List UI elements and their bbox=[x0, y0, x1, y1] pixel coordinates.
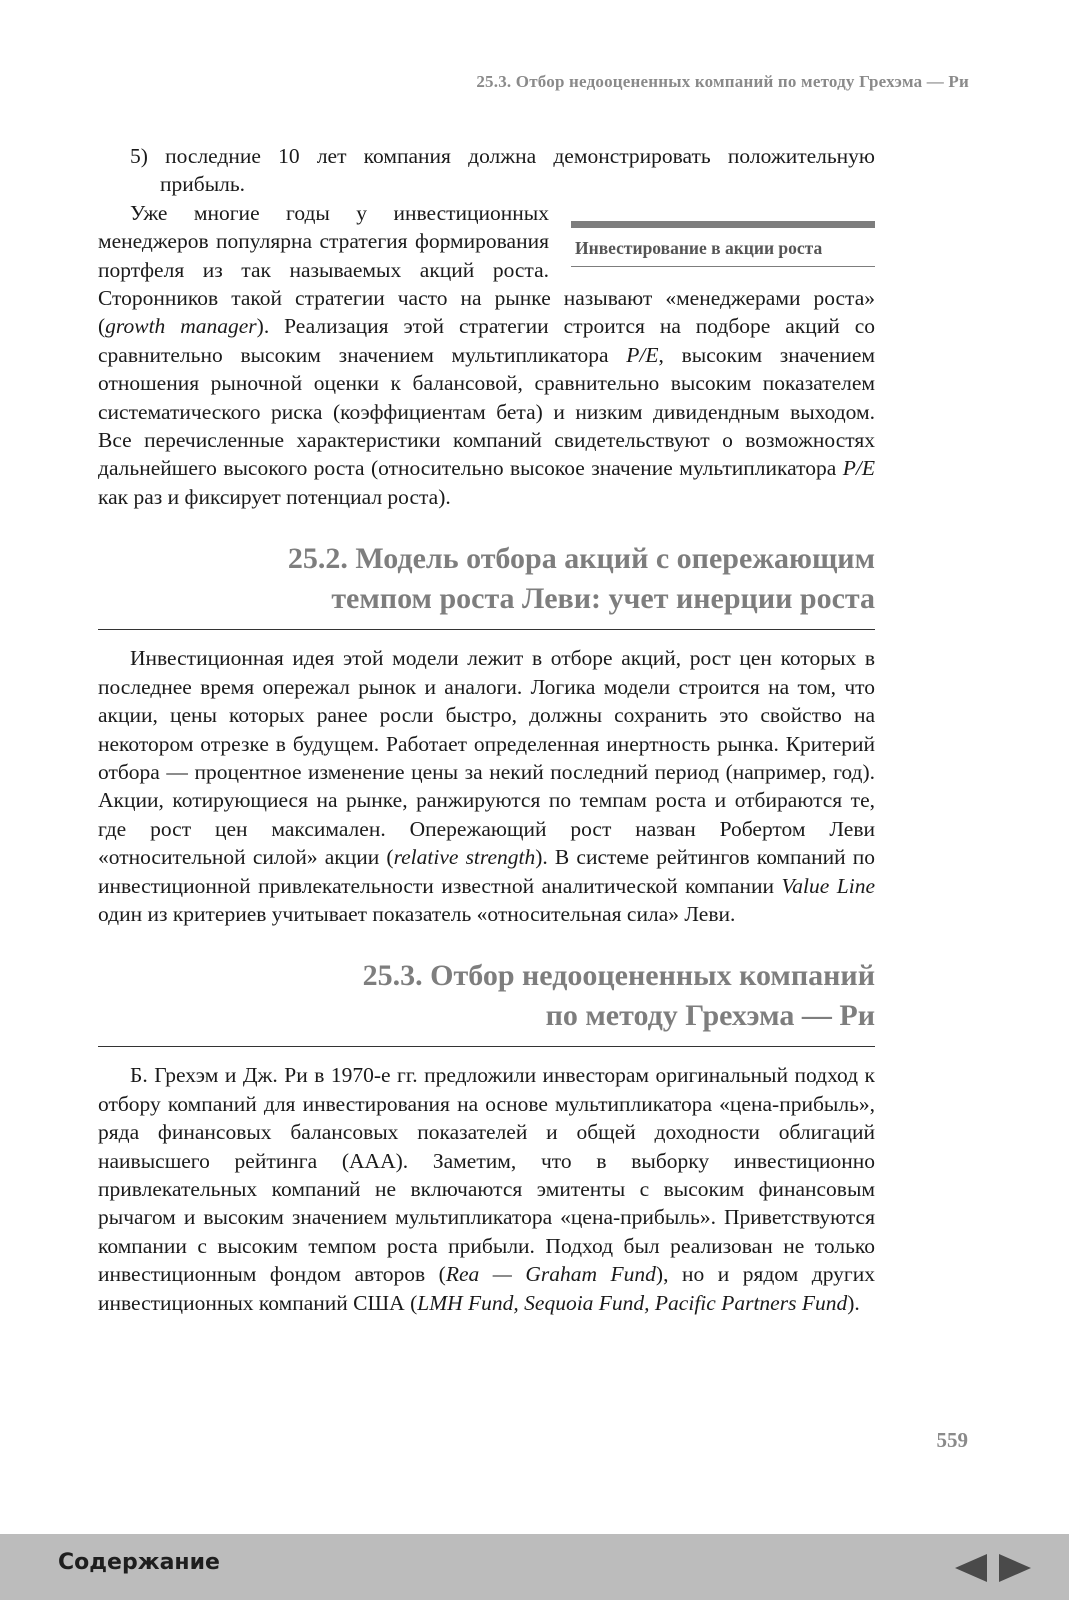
paragraph-graham-rea bbox=[98, 1061, 875, 1317]
text-span: ). bbox=[847, 1290, 860, 1315]
next-page-icon[interactable] bbox=[999, 1554, 1031, 1582]
previous-page-icon[interactable] bbox=[955, 1554, 987, 1582]
section-title-line: темпом роста Леви: учет инерции роста bbox=[331, 582, 875, 616]
page-content bbox=[98, 142, 875, 1317]
section-heading-25-2 bbox=[98, 539, 875, 630]
sidebar-note bbox=[571, 221, 875, 267]
section-title bbox=[98, 539, 875, 619]
term-us-funds: LMH Fund, Sequoia Fund, Pacific Partners Fund bbox=[417, 1290, 848, 1315]
term-pe: P/E bbox=[626, 342, 659, 367]
term-relative-strength: relative strength bbox=[393, 845, 536, 870]
section-title-line: 25.3. Отбор недооцененных компаний bbox=[362, 959, 875, 993]
text-span: как раз и фиксирует потенциал роста). bbox=[98, 484, 451, 509]
section-rule bbox=[98, 629, 875, 630]
sidebar-title: Инвестирование в акции роста bbox=[575, 237, 823, 258]
running-head: 25.3. Отбор недооцененных компаний по методу Грехэма — Ри bbox=[476, 72, 969, 91]
section-title-line: 25.2. Модель отбора акций с опережающим bbox=[287, 542, 875, 576]
text-span: Инвестиционная идея этой модели лежит в отборе акций, рост цен которых в последнее время опережал рынок и аналоги. Логика модели строится на том, что акции, цены которых ранее росли быстро, должны сохранить это свойство на некотором отрезке в будущем. Работает определенная инертность рынка. Критерий отбора — процентное изменение цены за некий последний период (например, год). Акции, котирующиеся на рынке, ранжируются по темпам роста и отбираются те, где рост цен максимален. Опережающий рост назван Робертом Леви «относительной силой» акции ( bbox=[98, 646, 875, 870]
text-span: ). Реализация этой стратегии строится на подборе акций со сравнительно высоким значением мультипликатора bbox=[98, 314, 875, 367]
section-title-line: по методу Грехэма — Ри bbox=[545, 999, 875, 1033]
term-rea-graham-fund: Rea — Graham Fund bbox=[445, 1262, 656, 1287]
section-title bbox=[98, 956, 875, 1036]
table-of-contents-button[interactable]: Содержание bbox=[58, 1550, 220, 1575]
section-rule bbox=[98, 1046, 875, 1047]
text-span: ). В системе рейтингов компаний по инвестиционной привлекательности известной аналитической компании bbox=[98, 845, 876, 898]
paragraph-levy-model bbox=[98, 644, 875, 928]
text-span: Б. Грехэм и Дж. Ри в 1970-е гг. предложили инвесторам оригинальный подход к отбору компаний для инвестирования на основе мультипликатора «цена-прибыль», ряда финансовых балансовых показателей и общей доходности облигаций наивысшего рейтинга (AAA). Заметим, что в выборку инвестиционно привлекательных компаний не включаются эмитенты с высоким финансовым рычагом и высоким значением мультипликатора «цена-прибыль». Приветствуются компании с высоким темпом роста прибыли. Подход был реализован не только инвестиционным фондом авторов ( bbox=[98, 1063, 875, 1287]
section-heading-25-3 bbox=[98, 956, 875, 1047]
page-number: 559 bbox=[936, 1428, 968, 1452]
term-value-line: Value Line bbox=[781, 873, 875, 898]
text-span: ), но и рядом других инвестиционных компаний США ( bbox=[98, 1262, 875, 1315]
text-span: один из критериев учитывает показатель «относительная сила» Леви. bbox=[98, 901, 736, 926]
list-item-5: 5) последние 10 лет компания должна демонстрировать положительную прибыль. bbox=[130, 144, 875, 197]
text-span: Уже многие годы у инвестиционных менеджеров популярна стратегия формирования портфеля из так называемых акций роста. Сторонников такой стратегии часто на рынке называют «менеджерами роста» ( bbox=[98, 200, 875, 339]
bottom-navigation-bar bbox=[0, 1534, 1069, 1600]
term-growth-manager: growth manager bbox=[105, 314, 257, 339]
text-span: , высоким значением отношения рыночной оценки к балансовой, сравнительно высоким показателем систематического риска (коэффициентам бета) и низким дивидендным выходом. Все перечисленные характеристики компаний свидетельствуют о возможностях дальнейшего высокого роста (относительно высокое значение мультипликатора bbox=[98, 342, 875, 481]
term-pe: P/E bbox=[842, 456, 875, 481]
